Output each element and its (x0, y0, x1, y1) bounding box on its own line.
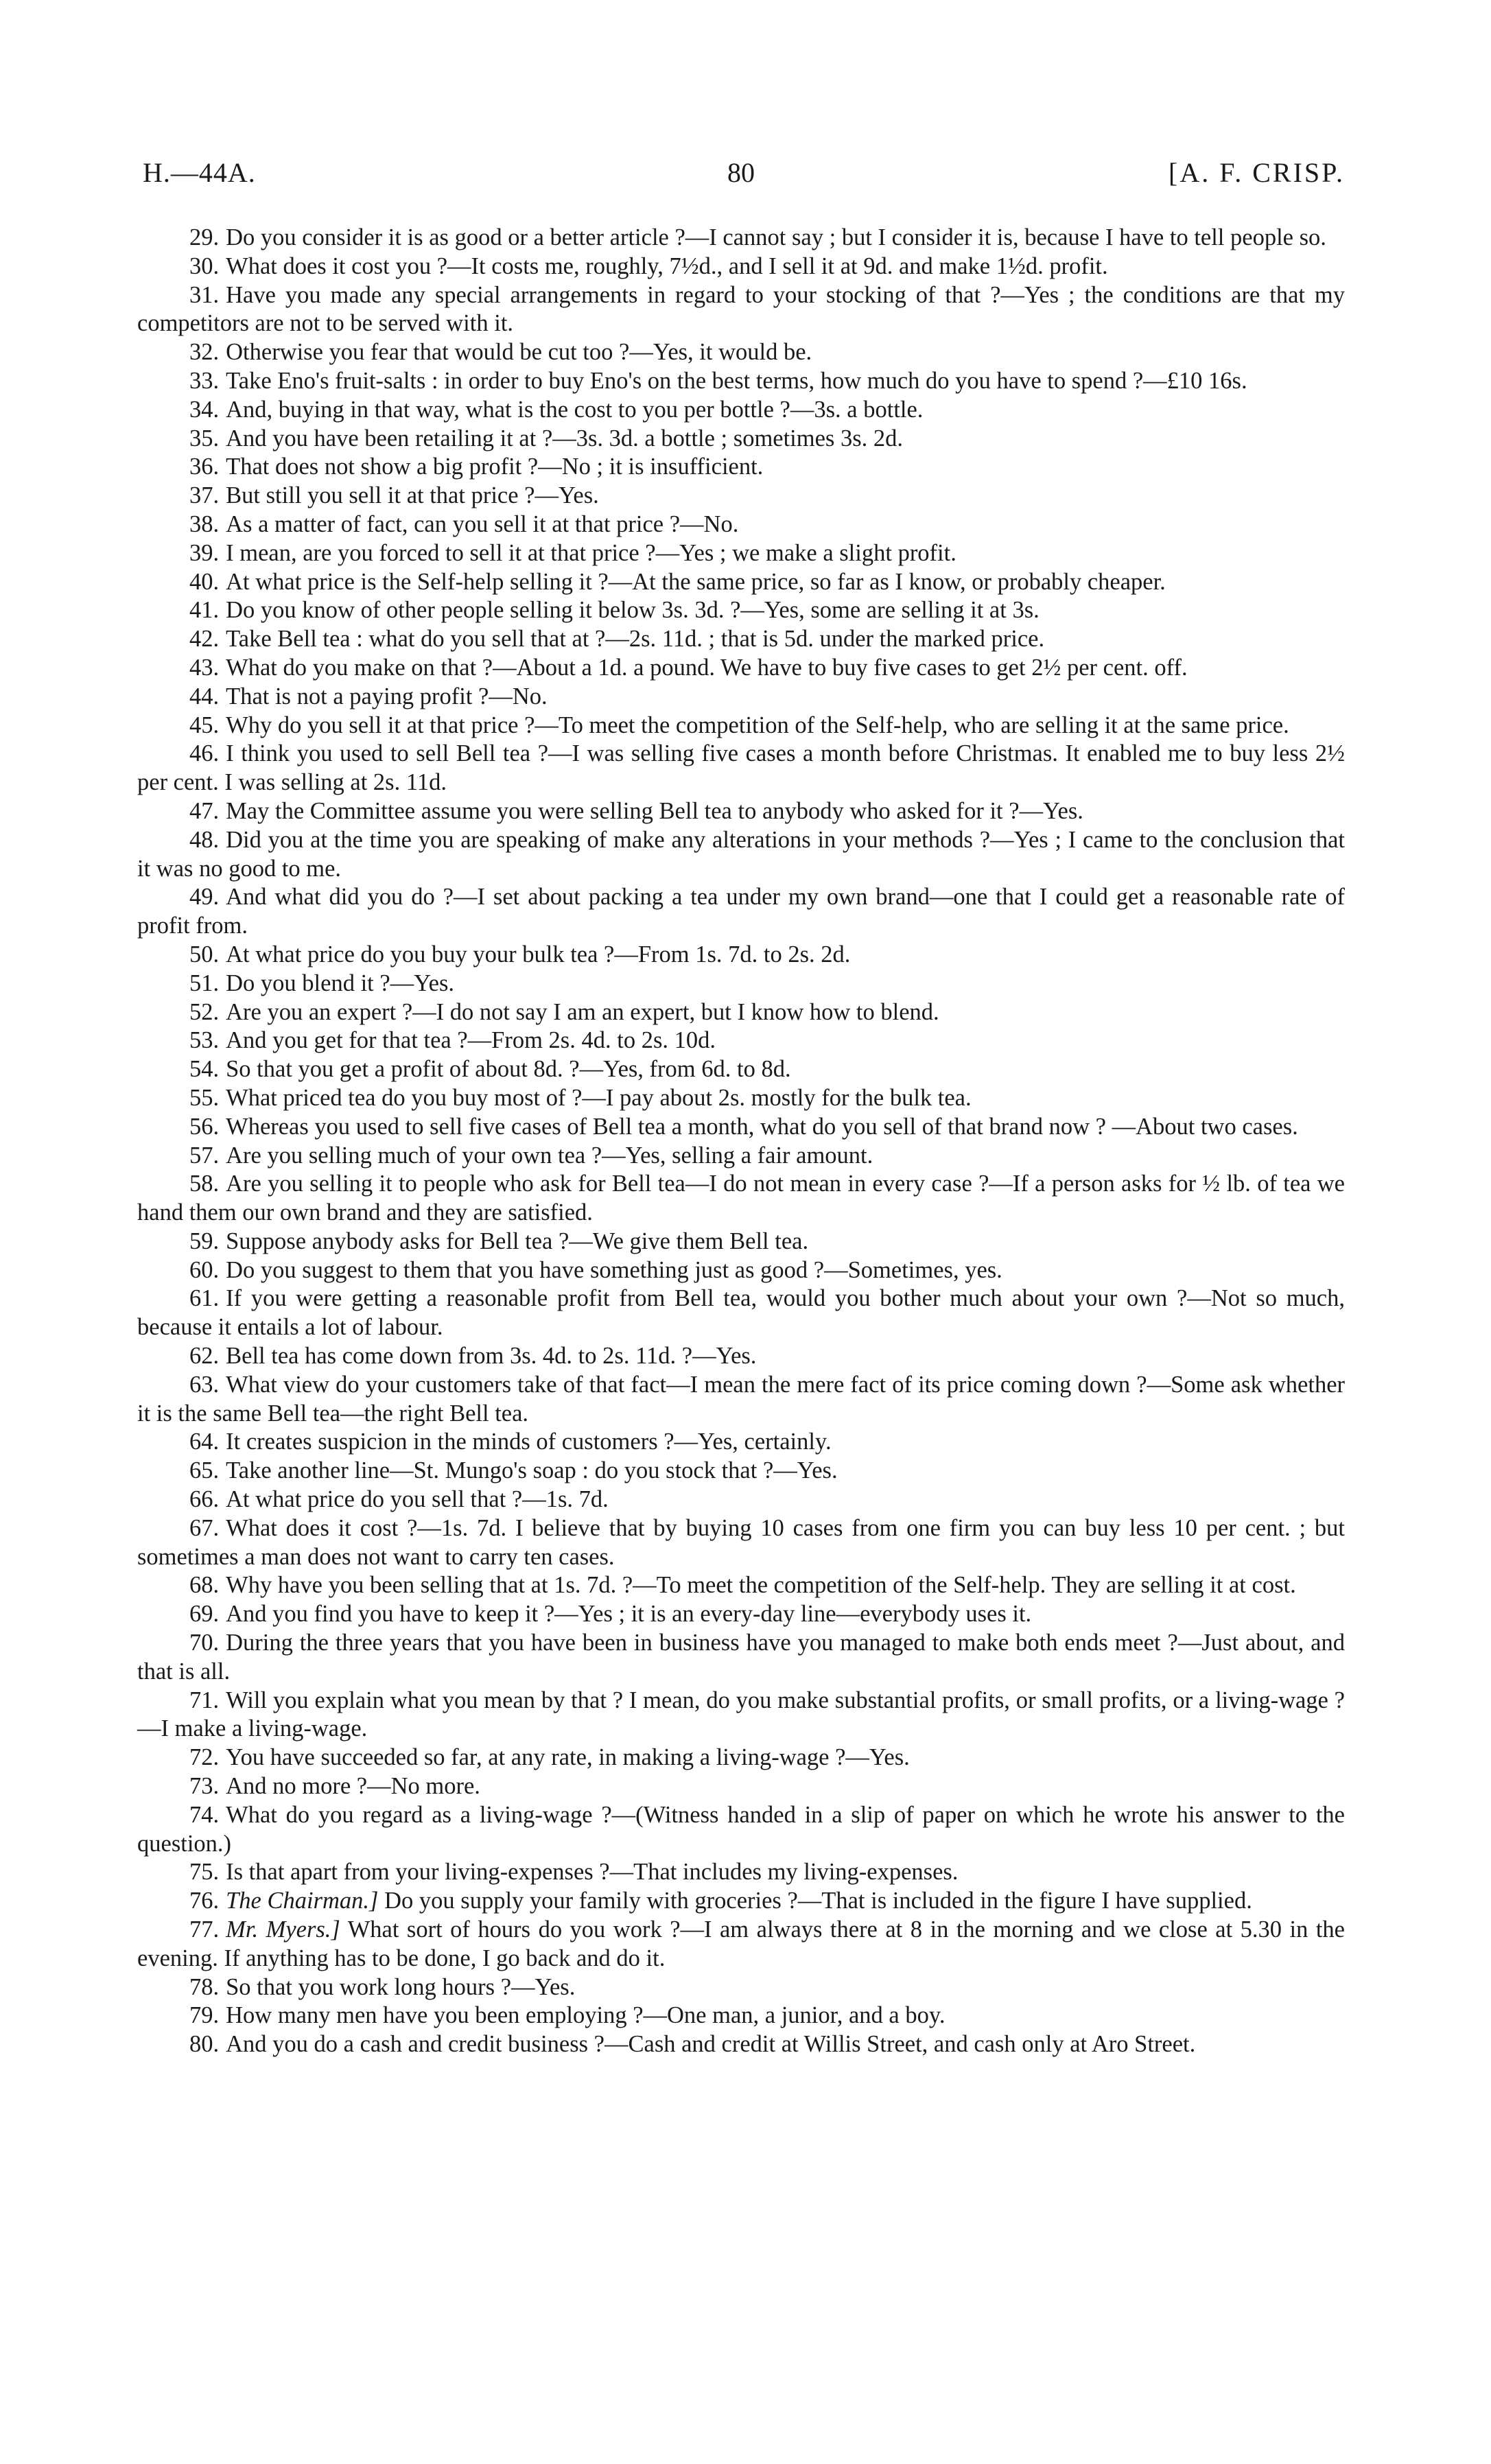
evidence-entry (137, 281, 1345, 339)
entry-text: Do you know of other people selling it below 3s. 3d. ?—Yes, some are selling it at 3s. (226, 597, 1040, 624)
evidence-entry (137, 1142, 1345, 1171)
entry-number: 38. (189, 511, 220, 537)
entry-text: I think you used to sell Bell tea ?—I was selling five cases a month before Christmas. It enabled me to buy less 2½ per cent. I was selling at 2s. 11d. (137, 740, 1345, 796)
evidence-entry (137, 712, 1345, 740)
evidence-entry (137, 1973, 1345, 2002)
evidence-entry (137, 1084, 1345, 1113)
evidence-entry (137, 224, 1345, 253)
entry-number: 56. (189, 1113, 220, 1140)
entry-number: 41. (189, 597, 220, 624)
entry-text: Why have you been selling that at 1s. 7d. ?—To meet the competition of the Self-help. They are selling it at cost. (226, 1572, 1296, 1599)
entry-text: What priced tea do you buy most of ?—I pay about 2s. mostly for the bulk tea. (226, 1084, 972, 1111)
entry-number: 49. (189, 884, 220, 911)
entry-text: Are you selling much of your own tea ?—Yes, selling a fair amount. (226, 1142, 873, 1169)
entry-text: What does it cost ?—1s. 7d. I believe that by buying 10 cases from one firm you can buy less 10 per cent. ; but sometimes a man does not want to carry ten cases. (137, 1514, 1345, 1570)
evidence-entry (137, 1170, 1345, 1228)
entry-speaker: The Chairman.] (226, 1888, 379, 1914)
entry-number: 63. (189, 1371, 220, 1398)
evidence-entry (137, 1571, 1345, 1600)
entry-number: 29. (189, 224, 220, 250)
entry-number: 51. (189, 970, 220, 996)
entry-text: Is that apart from your living-expenses ?—That includes my living-expenses. (226, 1859, 959, 1886)
evidence-entry (137, 797, 1345, 826)
evidence-entry (137, 1600, 1345, 1629)
evidence-entry (137, 539, 1345, 568)
evidence-entry (137, 654, 1345, 683)
entry-number: 39. (189, 539, 220, 566)
page-number: 80 (727, 157, 755, 188)
entry-number: 70. (189, 1630, 220, 1656)
entry-number: 74. (189, 1801, 220, 1828)
entry-number: 34. (189, 396, 220, 423)
entry-number: 36. (189, 454, 220, 480)
entry-number: 71. (189, 1687, 220, 1713)
entry-number: 43. (189, 654, 220, 681)
entry-number: 47. (189, 797, 220, 824)
entry-text: Whereas you used to sell five cases of Bell tea a month, what do you sell of that brand now ? —About two cases. (226, 1113, 1298, 1140)
entry-text: What does it cost you ?—It costs me, roughly, 7½d., and I sell it at 9d. and make 1½d. profit. (226, 253, 1108, 279)
evidence-entry (137, 1428, 1345, 1457)
entry-text: Why do you sell it at that price ?—To meet the competition of the Self-help, who are selling it at the same price. (226, 712, 1289, 738)
entry-number: 69. (189, 1601, 220, 1628)
evidence-entry (137, 1486, 1345, 1514)
entry-number: 53. (189, 1027, 220, 1054)
entry-text: As a matter of fact, can you sell it at that price ?—No. (226, 511, 739, 537)
evidence-entry (137, 998, 1345, 1027)
evidence-entry (137, 1916, 1345, 1973)
entry-text: Take Eno's fruit-salts : in order to buy Eno's on the best terms, how much do you have to spend ?—£10 16s. (226, 367, 1247, 394)
entry-number: 52. (189, 998, 220, 1025)
entry-number: 46. (189, 740, 220, 767)
entry-number: 59. (189, 1228, 220, 1254)
evidence-entry (137, 1457, 1345, 1486)
entry-number: 67. (189, 1514, 220, 1541)
evidence-entry (137, 1687, 1345, 1744)
entry-text: At what price is the Self-help selling it ?—At the same price, so far as I know, or probably cheaper. (226, 568, 1166, 595)
entry-number: 75. (189, 1859, 220, 1886)
entry-text: What sort of hours do you work ?—I am always there at 8 in the morning and we close at 5.30 in the evening. If anything has to be done, I go back and do it. (137, 1916, 1345, 1971)
evidence-entry (137, 1342, 1345, 1371)
entry-number: 58. (189, 1171, 220, 1197)
entry-number: 68. (189, 1572, 220, 1599)
entry-text: Suppose anybody asks for Bell tea ?—We give them Bell tea. (226, 1228, 809, 1254)
entry-text: Take another line—St. Mungo's soap : do you stock that ?—Yes. (226, 1457, 838, 1484)
evidence-entry (137, 482, 1345, 511)
evidence-entry (137, 367, 1345, 396)
entry-number: 73. (189, 1773, 220, 1800)
evidence-entry (137, 253, 1345, 281)
entry-number: 30. (189, 253, 220, 279)
evidence-entry (137, 1858, 1345, 1887)
entry-text: What do you regard as a living-wage ?—(Witness handed in a slip of paper on which he wrote his answer to the question.) (137, 1801, 1345, 1857)
entry-number: 40. (189, 568, 220, 595)
entry-text: You have succeeded so far, at any rate, in making a living-wage ?—Yes. (226, 1744, 910, 1771)
entry-text: What do you make on that ?—About a 1d. a pound. We have to buy five cases to get 2½ per cent. off. (226, 654, 1188, 681)
entry-text: Otherwise you fear that would be cut too ?—Yes, it would be. (226, 339, 812, 366)
entry-text: That does not show a big profit ?—No ; it is insufficient. (226, 454, 764, 480)
evidence-entry (137, 1228, 1345, 1256)
witness-name: [A. F. CRISP. (1169, 157, 1345, 188)
evidence-entry (137, 425, 1345, 454)
entry-text: At what price do you buy your bulk tea ?—From 1s. 7d. to 2s. 2d. (226, 941, 851, 967)
entry-number: 33. (189, 367, 220, 394)
entry-number: 37. (189, 482, 220, 509)
evidence-entry (137, 338, 1345, 367)
entry-text: And you do a cash and credit business ?—Cash and credit at Willis Street, and cash only at Aro Street. (226, 2031, 1196, 2058)
entry-speaker: Mr. Myers.] (226, 1916, 340, 1943)
evidence-entry (137, 941, 1345, 970)
entry-number: 57. (189, 1142, 220, 1169)
entry-number: 80. (189, 2031, 220, 2058)
entry-text: And what did you do ?—I set about packing a tea under my own brand—one that I could get a reasonable rate of profit from. (137, 884, 1345, 939)
evidence-entry (137, 1371, 1345, 1429)
entry-number: 60. (189, 1256, 220, 1283)
entry-text: So that you work long hours ?—Yes. (226, 1973, 576, 2000)
evidence-entry (137, 1256, 1345, 1285)
entry-text: Do you blend it ?—Yes. (226, 970, 454, 996)
entry-text: And you find you have to keep it ?—Yes ; it is an every-day line—everybody uses it. (226, 1601, 1032, 1628)
entry-text: Will you explain what you mean by that ? I mean, do you make substantial profits, or small profits, or a living-wage ?—I make a living-wage. (137, 1687, 1345, 1742)
entry-text: Do you consider it is as good or a better article ?—I cannot say ; but I consider it is, because I have to tell people so. (226, 224, 1326, 250)
entry-number: 66. (189, 1486, 220, 1513)
evidence-entry (137, 625, 1345, 654)
evidence-entry (137, 1629, 1345, 1687)
evidence-entry (137, 453, 1345, 482)
entry-text: But still you sell it at that price ?—Yes. (226, 482, 599, 509)
entry-number: 50. (189, 941, 220, 967)
entry-text: And you have been retailing it at ?—3s. 3d. a bottle ; sometimes 3s. 2d. (226, 425, 904, 451)
evidence-entry (137, 1284, 1345, 1342)
entry-text: That is not a paying profit ?—No. (226, 683, 548, 709)
entry-number: 45. (189, 712, 220, 738)
entry-text: So that you get a profit of about 8d. ?—Yes, from 6d. to 8d. (226, 1056, 791, 1083)
entry-number: 76. (189, 1888, 220, 1914)
evidence-entry (137, 740, 1345, 797)
entry-number: 78. (189, 1973, 220, 2000)
entry-text: I mean, are you forced to sell it at that price ?—Yes ; we make a slight profit. (226, 539, 956, 566)
evidence-entry (137, 568, 1345, 597)
evidence-entry (137, 1772, 1345, 1801)
entry-text: Bell tea has come down from 3s. 4d. to 2s. 11d. ?—Yes. (226, 1343, 757, 1370)
evidence-entry (137, 883, 1345, 941)
entry-text: Do you supply your family with groceries ?—That is included in the figure I have supplied. (384, 1888, 1252, 1914)
entry-text: And you get for that tea ?—From 2s. 4d. to 2s. 10d. (226, 1027, 716, 1054)
evidence-entry (137, 1887, 1345, 1916)
evidence-entry (137, 2002, 1345, 2030)
evidence-entry (137, 1744, 1345, 1772)
entry-number: 54. (189, 1056, 220, 1083)
entry-number: 32. (189, 339, 220, 366)
entry-text: Take Bell tea : what do you sell that at ?—2s. 11d. ; that is 5d. under the marked price. (226, 626, 1045, 653)
entry-text: Have you made any special arrangements in regard to your stocking of that ?—Yes ; the conditions are that my competitors are not to be served with it. (137, 281, 1345, 337)
entry-number: 72. (189, 1744, 220, 1771)
evidence-entry (137, 596, 1345, 625)
evidence-entry (137, 683, 1345, 712)
entry-number: 44. (189, 683, 220, 709)
entry-number: 79. (189, 2002, 220, 2029)
evidence-entry (137, 1055, 1345, 1084)
evidence-entry (137, 1514, 1345, 1572)
entry-text: How many men have you been employing ?—One man, a junior, and a boy. (226, 2002, 946, 2029)
entry-text: May the Committee assume you were selling Bell tea to anybody who asked for it ?—Yes. (226, 797, 1083, 824)
evidence-entry (137, 1026, 1345, 1055)
evidence-entry (137, 1113, 1345, 1142)
entry-text: And no more ?—No more. (226, 1773, 480, 1800)
page-header (137, 156, 1345, 198)
entry-text: Do you suggest to them that you have something just as good ?—Sometimes, yes. (226, 1256, 1002, 1283)
entry-text: What view do your customers take of that fact—I mean the mere fact of its price coming down ?—Some ask whether it is the same Bell tea—the right Bell tea. (137, 1371, 1345, 1427)
entry-number: 61. (189, 1285, 220, 1312)
entry-text: Are you an expert ?—I do not say I am an expert, but I know how to blend. (226, 998, 939, 1025)
entry-text: If you were getting a reasonable profit from Bell tea, would you bother much about your own ?—Not so much, because it entails a lot of labour. (137, 1285, 1345, 1341)
evidence-entry (137, 396, 1345, 425)
entry-number: 77. (189, 1916, 220, 1943)
evidence-entry (137, 511, 1345, 539)
evidence-body (137, 224, 1345, 2059)
entry-number: 42. (189, 626, 220, 653)
entry-number: 35. (189, 425, 220, 451)
evidence-entry (137, 970, 1345, 998)
entry-text: It creates suspicion in the minds of customers ?—Yes, certainly. (226, 1429, 832, 1455)
entry-text: And, buying in that way, what is the cost to you per bottle ?—3s. a bottle. (226, 396, 924, 423)
evidence-entry (137, 1801, 1345, 1859)
evidence-entry (137, 2030, 1345, 2059)
evidence-entry (137, 826, 1345, 884)
entry-number: 65. (189, 1457, 220, 1484)
entry-text: At what price do you sell that ?—1s. 7d. (226, 1486, 609, 1513)
entry-text: Did you at the time you are speaking of make any alterations in your methods ?—Yes ; I came to the conclusion that it was no good to me. (137, 826, 1345, 882)
entry-text: During the three years that you have been in business have you managed to make both ends meet ?—Just about, and that is all. (137, 1630, 1345, 1685)
entry-number: 55. (189, 1084, 220, 1111)
document-reference: H.—44A. (143, 157, 256, 188)
entry-number: 62. (189, 1343, 220, 1370)
entry-number: 31. (189, 281, 220, 308)
entry-number: 48. (189, 826, 220, 853)
entry-number: 64. (189, 1429, 220, 1455)
entry-text: Are you selling it to people who ask for Bell tea—I do not mean in every case ?—If a person asks for ½ lb. of tea we hand them our own brand and they are satisfied. (137, 1171, 1345, 1226)
document-page (137, 0, 1345, 2464)
